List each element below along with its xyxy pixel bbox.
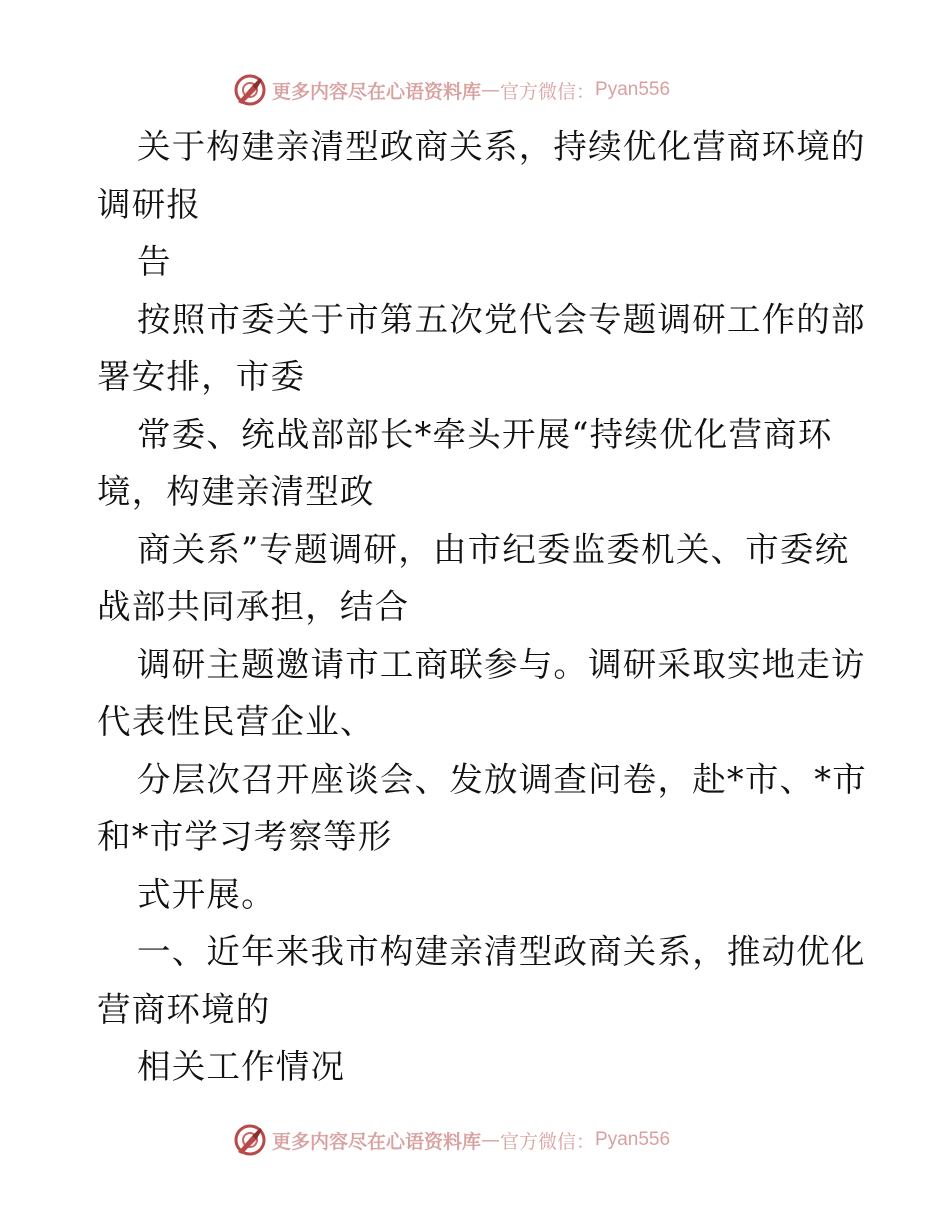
paragraph-line: 按照市委关于市第五次党代会专题调研工作的部	[137, 299, 866, 339]
title-line-1: 关于构建亲清型政商关系，持续优化营商环境的	[137, 127, 866, 166]
paragraph-line: 和*市学习考察等形	[97, 817, 393, 856]
paragraph-line: 分层次召开座谈会、发放调查问卷，赴*市、*市	[137, 759, 867, 799]
paragraph-line: 式开展。	[137, 874, 276, 914]
watermark-brand: 更多内容尽在心语资料库	[272, 1130, 482, 1153]
watermark-contact-label: 官方微信：	[500, 80, 596, 103]
watermark-handle: Pyan556	[595, 1129, 671, 1150]
watermark-brand: 更多内容尽在心语资料库	[272, 80, 482, 103]
watermark-separator: —	[481, 79, 501, 101]
section-heading-line: 一、近年来我市构建亲清型政商关系，推动优化	[137, 932, 866, 971]
paragraph-line: 境，构建亲清型政	[97, 472, 375, 511]
paragraph-line: 代表性民营企业、	[97, 702, 375, 741]
watermark-contact-label: 官方微信：	[500, 1130, 596, 1153]
watermark-header	[232, 70, 752, 110]
paragraph-line: 署安排，市委	[97, 357, 306, 396]
paragraph-line: 调研主题邀请市工商联参与。调研采取实地走访	[137, 644, 866, 684]
paragraph-line: 商关系”专题调研，由市纪委监委机关、市委统	[137, 529, 850, 569]
pen-nib-logo-icon	[232, 72, 268, 108]
title-line-2: 调研报	[97, 184, 202, 224]
title-line-3: 告	[137, 242, 172, 281]
section-heading-line: 相关工作情况	[137, 1047, 346, 1086]
pen-nib-logo-icon	[232, 1122, 268, 1158]
document-body	[97, 118, 867, 1096]
paragraph-line: 战部共同承担，结合	[97, 587, 410, 626]
paragraph-line: 常委、统战部部长*牵头开展“持续优化营商环	[137, 414, 833, 454]
watermark-handle: Pyan556	[595, 79, 671, 100]
watermark-footer	[232, 1120, 752, 1160]
watermark-separator: —	[481, 1129, 501, 1151]
section-heading-line: 营商环境的	[97, 989, 271, 1029]
